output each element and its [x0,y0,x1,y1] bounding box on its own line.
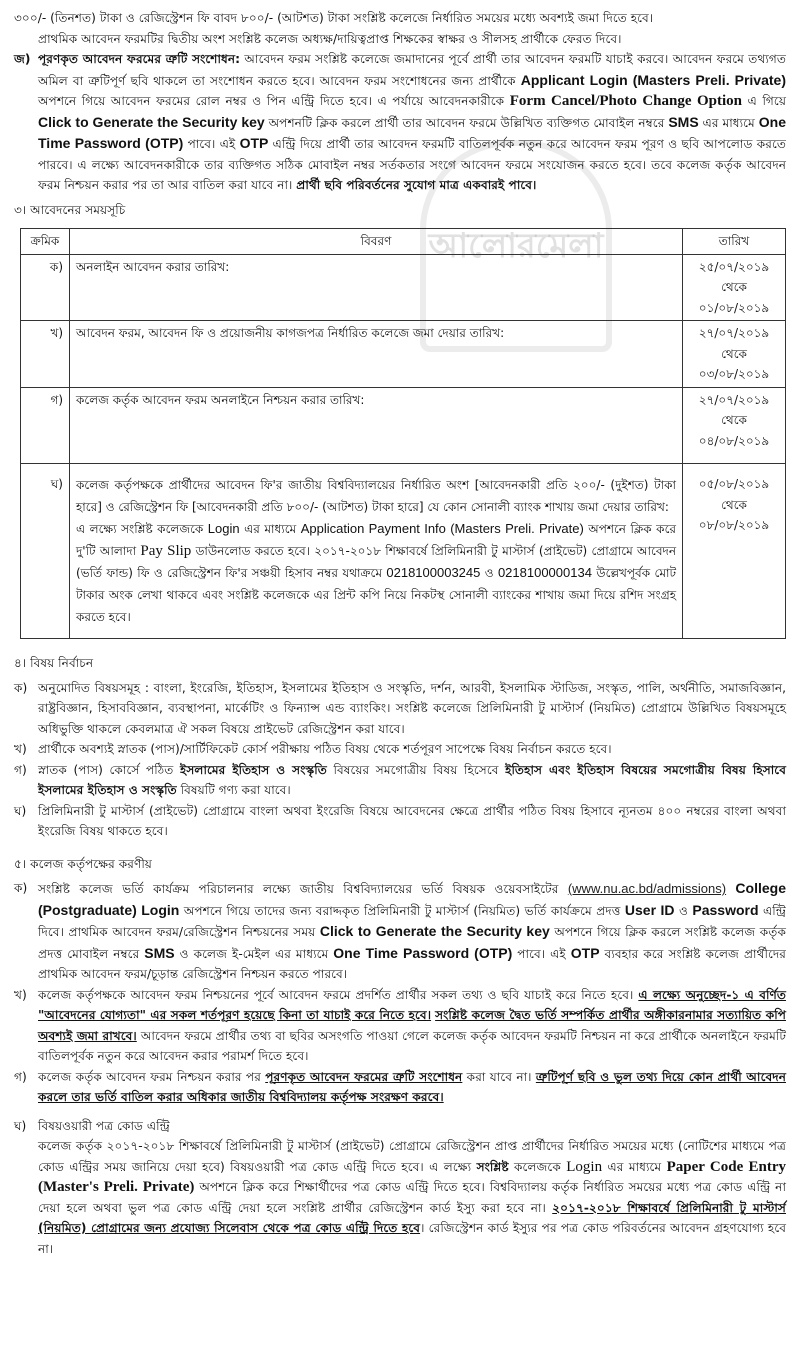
date-sep: থেকে [721,413,747,427]
admissions-link[interactable]: (www.nu.ac.bd/admissions) [567,881,727,896]
underlined-text: সংশ্লিষ্ট কলেজ দ্বৈত ভর্তি সম্পর্কিত প্রার্থীর অঙ্গীকারনামার সত্যায়িত কপি অবশ্যই জমা রাখবে। [38,1008,786,1043]
item-mark: ঘ) [14,1118,27,1133]
text: আবেদন ফরমে প্রার্থীর তথ্য বা ছবির অসংগতি পাওয়া গেলে কলেজ কর্তৃক আবেদন ফরমটি নিশ্চয়ন না করে প্রার্থীকে অনলাইনে ফরমটি বাতিলপূর্বক নতুন করে আবেদন করার পরামর্শ দিতে হবে। [38,1028,787,1063]
text: এর মাধ্যমে [602,1159,667,1174]
date-sep: থেকে [721,346,747,361]
otp-term: One Time Password (OTP) [333,944,513,961]
text: কলেজ কর্তৃক ২০১৭-২০১৮ শিক্ষাবর্ষে প্রিলিমিনারী টু মাস্টার্স (প্রাইভেট) প্রোগ্রামে রেজিস্ট্রেশন প্রাপ্ত প্রার্থীদের নির্ধারিত সময়ের মধ্যে (নোটিশের মাধ্যমে পত্র কোড এন্ট্রির সময় জানিয়ে দেয়া হবে) বিষয়ওয়ারী পত্র কোড এন্ট্রি দিতে হবে। এ লক্ষ্যে [38,1139,786,1174]
text: এর মাধ্যমে [698,115,759,130]
row-serial: ঘ) [21,464,70,639]
date-to: ০৮/০৮/২০১৯ [698,518,770,532]
login-term: Login [566,1158,603,1175]
section-j-body [38,49,786,196]
text: বিষয়টি গণ্য করা যাবে। [176,783,291,797]
section-5-item-ka [14,878,786,985]
underlined-text: এ লক্ষ্যে অনুচ্ছেদ-১ এ বর্ণিত "আবেদনের যোগ্যতা" এর সকল শর্তপূরণ হয়েছে কিনা তা যাচাই করে নিতে হবে। [38,987,786,1022]
item-mark: ঘ) [14,803,27,818]
date-sep: থেকে [721,497,747,512]
bold-text: ইতিহাস এবং ইতিহাস বিষয়ের সমগোত্রীয় বিষয় হিসাবে ইসলামের ইতিহাস ও সংস্কৃতি [38,762,786,797]
text: । রেজিস্ট্রেশন কার্ড ইস্যুর পর পত্র কোড পরিবর্তনের আবেদন গ্রহণযোগ্য হবে না। [38,1221,786,1256]
row-serial: ক) [21,254,70,321]
text: স্নাতক (পাস) কোর্সে পঠিত [38,762,180,777]
row-serial: খ) [21,321,70,388]
text: অপশনে গিয়ে আবেদন ফরমের রোল নম্বর ও পিন এন্ট্রি দিতে হবে। এ পর্যায়ে আবেদনকারীকে [38,94,510,108]
item-mark: গ) [14,762,27,777]
otp-term: OTP [570,944,600,961]
text: ও কলেজ ই-মেইল এর মাধ্যমে [174,946,334,961]
text: কলেজ কর্তৃক আবেদন ফরম নিশ্চয়ন করার পর [38,1069,266,1084]
table-header-row [21,229,786,255]
account-number-1: 0218100003245 [386,565,481,580]
text: করা যাবে না। [462,1069,536,1084]
college-login-option: College (Postgraduate) Login [38,880,786,918]
item-mark: খ) [14,987,27,1002]
text: ও [674,903,693,918]
section-j [14,49,786,196]
text: আবেদন ফরম সংশ্লিষ্ট কলেজে জমাদানের পূর্বে প্রার্থী তার আবেদন ফরমটি যাচাই করবে। আবেদন ফরমে তথ্যগত অমিল বা ত্রুটিপূর্ণ ছবি থাকলে তা সংশোধন করতে হবে। আবেদন ফরম সংশোধনের জন্য প্রার্থীকে [38,52,787,88]
section-4-item [14,739,786,760]
account-number-2: 0218100000134 [497,565,592,580]
date-from: ০৫/০৮/২০১৯ [698,477,770,491]
date-to: ০১/০৮/২০১৯ [698,300,770,315]
text: ব্যবহার করে সংশ্লিষ্ট কলেজ প্রার্থীদের প্রাথমিক আবেদন ফরম/চূড়ান্ত রেজিস্ট্রেশন নিশ্চয়ন করতে পারবে। [38,946,786,981]
row-date [683,464,786,639]
security-key-option: Click to Generate the Security key [38,113,265,130]
text: এর মাধ্যমে [239,522,301,536]
text: কলেজকে [508,1159,567,1174]
text: অপশনে ক্লিক করে শিক্ষার্থীদের পত্র কোড এন্ট্রি দিতে হবে। বিশ্ববিদ্যালয় কর্তৃক নির্ধারিত সময়ের মধ্যে পত্র কোড এন্ট্রি না দেয়া হলে অথবা ভুল পত্র কোড এন্ট্রি দেয়া হলে সংশ্লিষ্ট প্রার্থীর রেজিস্ট্রেশন কার্ড ইস্যু করা হবে না। [38,1180,786,1215]
text: এন্ট্রি দিয়ে প্রার্থী তার আবেদন ফরমটি বাতিলপূর্বক নতুন করে আবেদন ফরম পূরণ ও ছবি আপলোড করতে পারবে। এ লক্ষ্যে আবেদনকারীকে তার ব্যক্তিগত সঠিক মোবাইল নম্বর সর্তকতার সংগে আবেদন ফরমে সংযোজন করতে হবে। তবে কলেজ কর্তৃক আবেদন ফরম নিশ্চয়ন করার পর তা আর বাতিল করা যাবে না। [38,137,786,192]
text: অপশনটি ক্লিক করলে প্রার্থী তার আবেদন ফরমে উল্লিখিত ব্যক্তিগত মোবাইল নম্বরে [264,115,669,130]
section-4-item [14,801,786,842]
watermark-text: আলোরমেলা [428,225,604,266]
text: বিষয়ের সমগোত্রীয় বিষয় হিসেবে [326,762,506,777]
row-date [683,254,786,321]
paper-code-entry-option: Paper Code Entry (Master's Preli. Private) [38,1158,786,1195]
col-date: তারিখ [683,229,786,255]
item-title: বিষয়ওয়ারী পত্র কোড এন্ট্রি [38,1118,170,1133]
section-4-item [14,678,786,740]
intro-fee-line: ৩০০/- (তিনশত) টাকা ও রেজিস্ট্রেশন ফি বাবদ ৮০০/- (আটশত) টাকা সংশ্লিষ্ট কলেজে নির্ধারিত সময়ের মধ্যে অবশ্যই জমা দিতে হবে। [14,11,654,25]
table-row [21,321,786,388]
bold-text: সংশ্লিষ্ট [476,1159,509,1174]
date-from: ২৭/০৭/২০১৯ [698,392,770,407]
row-description-text: কলেজ কর্তৃপক্ষকে প্রার্থীদের আবেদন ফি'র জাতীয় বিশ্ববিদ্যালয়ের নির্ধারিত অংশ [আবেদনকারী প্রতি ২০০/- (দুইশত) টাকা হারে] ও রেজিস্ট্রেশন ফি [আবেদনকারী প্রতি ৮০০/- (আটশত) টাকা হারে] যে কোন সোনালী ব্যাংক শাখায় জমা দেয়ার তারিখ: [76,478,676,514]
text: অপশনে গিয়ে তাদের জন্য বরাদ্দকৃত প্রিলিমিনারী টু মাস্টার্স (নিয়মিত) ভর্তি কার্যক্রমে প্রদত্ত [179,903,625,918]
table-row [21,254,786,321]
bold-text: ইসলামের ইতিহাস ও সংস্কৃতি [180,762,327,777]
item-text [38,878,786,985]
text: এ লক্ষ্যে সংশ্লিষ্ট কলেজকে [76,522,208,536]
table-row [21,464,786,639]
sms-term: SMS [144,944,175,961]
date-to: ০৪/০৮/২০১৯ [698,433,770,448]
text: কলেজ কর্তৃপক্ষকে আবেদন ফরম নিশ্চয়নের পূর্বে আবেদন ফরমে প্রদর্শিত প্রার্থীর সকল তথ্য ও ছবি যাচাই করে নিতে হবে। [38,987,639,1002]
item-text [38,985,786,1067]
item-text: অনুমোদিত বিষয়সমূহ : বাংলা, ইংরেজি, ইতিহাস, ইসলামের ইতিহাস ও সংস্কৃতি, দর্শন, আরবী, ইসলামিক স্টাডিজ, সংস্কৃত, পালি, অর্থনীতি, সমাজবিজ্ঞান, রাষ্ট্রবিজ্ঞান, হিসাববিজ্ঞান, ব্যবস্থাপনা, মার্কেটিং ও ফিন্যান্স এন্ড ব্যাংকিং। সংশ্লিষ্ট কলেজে প্রিলিমিনারী টু মাস্টার্স (নিয়মিত) প্রোগ্রামে উল্লিখিত বিষয়সমূহে অধিভুক্তি থাকলে কেবলমাত্র ঐ সকল বিষয়ে প্রাইভেট রেজিস্ট্রেশন করা যাবে। [38,680,786,736]
item-text [38,1067,786,1108]
row-date [683,321,786,388]
otp-term: One Time Password (OTP) [38,113,786,151]
text: অপশনে গিয়ে ক্লিক করলে সংশ্লিষ্ট কলেজ কর্তৃক প্রদত্ত মোবাইল নম্বরে [38,925,786,961]
item-text: প্রার্থীকে অবশ্যই স্নাতক (পাস)/সার্টিফিকেট কোর্স পরীক্ষায় পঠিত বিষয় থেকে শর্তপূরণ সাপেক্ষে বিষয় নির্বাচন করতে হবে। [38,742,612,756]
text: অপশনে ক্লিক করে দু'টি আলাদা [76,522,676,558]
item-mark: গ) [14,1069,27,1084]
section-j-title: পূরণকৃত আবেদন ফরমের ত্রুটি সংশোধন: [38,52,241,66]
col-description: বিবরণ [70,229,683,255]
section-5-item-kha [14,985,786,1067]
text: পাবে। এই [512,946,571,961]
user-id-term: User ID [624,901,675,918]
form-cancel-option: Form Cancel/Photo Change Option [509,93,742,109]
text: এ গিয়ে [742,94,786,108]
section-4-item [14,760,786,801]
otp-term: OTP [239,135,269,151]
payment-note [76,518,676,628]
security-key-option: Click to Generate the Security key [319,923,550,939]
date-from: ২৭/০৭/২০১৯ [698,326,770,340]
pay-slip-term: Pay Slip [140,543,192,559]
photo-change-note: প্রার্থী ছবি পরিবর্তনের সুযোগ মাত্র একবারই পাবে। [296,178,537,192]
row-serial: গ) [21,387,70,464]
section-3-heading: ৩। আবেদনের সময়সূচি [14,202,126,217]
item-mark: ক) [14,680,28,695]
schedule-table [20,225,786,639]
underlined-text: ২০১৭-২০১৮ শিক্ষাবর্ষে প্রিলিমিনারী টু মাস্টার্স (নিয়মিত) প্রোগ্রামের জন্য প্রযোজ্য সিলেবাস থেকে পত্র কোড এন্ট্রি দিতে হবে [38,1200,786,1235]
login-term: Login [207,521,240,536]
text: উল্লেখপূর্বক মোট টাকার অংক লেখা থাকবে এবং সংশ্লিষ্ট কলেজকে এর প্রিন্ট কপি নিয়ে নিকটস্থ সোনালী ব্যাংকের শাখায় জমা দিয়ে রশিদ সংগ্রহ করতে হবে। [76,566,677,624]
text: ডাউনলোড করতে হবে। ২০১৭-২০১৮ শিক্ষাবর্ষে প্রিলিমিনারী টু মাস্টার্স (প্রাইভেট) প্রোগ্রামে আবেদন (ভর্তি ফান্ড) ফি ও রেজিস্ট্রেশন ফি'র সঞ্চয়ী হিসাব নম্বর যথাক্রমে [76,544,676,580]
row-description: কলেজ কর্তৃক আবেদন ফরম অনলাইনে নিশ্চয়ন করার তারিখ: [70,387,683,464]
table-row [21,387,786,464]
section-5-gha-body [14,1136,786,1259]
row-description [70,464,683,639]
text: পাবে। এই [183,137,240,151]
sms-term: SMS [668,113,699,130]
password-term: Password [692,901,759,918]
col-serial: ক্রমিক [21,229,70,255]
row-date [683,387,786,464]
row-description: আবেদন ফরম, আবেদন ফি ও প্রয়োজনীয় কাগজপত্র নির্ধারিত কলেজে জমা দেয়ার তারিখ: [70,321,683,388]
item-mark: জ) [14,52,31,66]
section-4-heading: ৪। বিষয় নির্বাচন [14,656,94,670]
item-text [38,760,786,801]
item-mark: ক) [14,881,28,895]
row-description: অনলাইন আবেদন করার তারিখ: [70,254,683,321]
text: এন্ট্রি দিবে। প্রাথমিক আবেদন ফরম/রেজিস্ট্রেশন নিশ্চয়নের সময় [38,903,786,939]
date-sep: থেকে [721,280,747,294]
applicant-login-option: Applicant Login (Masters Preli. Private) [520,71,786,88]
section-5-item-ga [14,1067,786,1108]
underlined-text: ত্রুটিপূর্ণ ছবি ও ভুল তথ্য দিয়ে কোন প্রার্থী আবেদন করলে তার ভর্তি বাতিল করার অধিকার জাতীয় বিশ্ববিদ্যালয় কর্তৃপক্ষ সংরক্ষণ করবে। [38,1069,786,1104]
item-mark: খ) [14,742,27,756]
section-5-item-gha [14,1116,786,1137]
section-5-heading: ৫। কলেজ কর্তৃপক্ষের করণীয় [14,856,152,871]
payment-info-option: Application Payment Info (Masters Preli. Private) [300,521,584,536]
text: ও [480,566,498,580]
intro-return-line: প্রাথমিক আবেদন ফরমটির দ্বিতীয় অংশ সংশ্লিষ্ট কলেজ অধ্যক্ষ/দায়িত্বপ্রাপ্ত শিক্ষকের স্বাক্ষর ও সীলসহ প্রার্থীকে ফেরত দিবে। [38,31,622,46]
item-text: প্রিলিমিনারী টু মাস্টার্স (প্রাইভেট) প্রোগ্রামে বাংলা অথবা ইংরেজি বিষয়ে আবেদনের ক্ষেত্রে প্রার্থীর পঠিত বিষয় হিসাবে ন্যূনতম ৪০০ নম্বরের বাংলা অথবা ইংরেজি বিষয় থাকতে হবে। [38,803,786,838]
text: সংশ্লিষ্ট কলেজ ভর্তি কার্যক্রম পরিচালনার লক্ষ্যে জাতীয় বিশ্ববিদ্যালয়ের ভর্তি বিষয়ক ওয়েবসাইটের [38,882,568,896]
underlined-text: পূরণকৃত আবেদন ফরমের ত্রুটি সংশোধন [265,1069,463,1084]
date-to: ০৩/০৮/২০১৯ [698,367,770,381]
date-from: ২৫/০৭/২০১৯ [698,259,770,274]
